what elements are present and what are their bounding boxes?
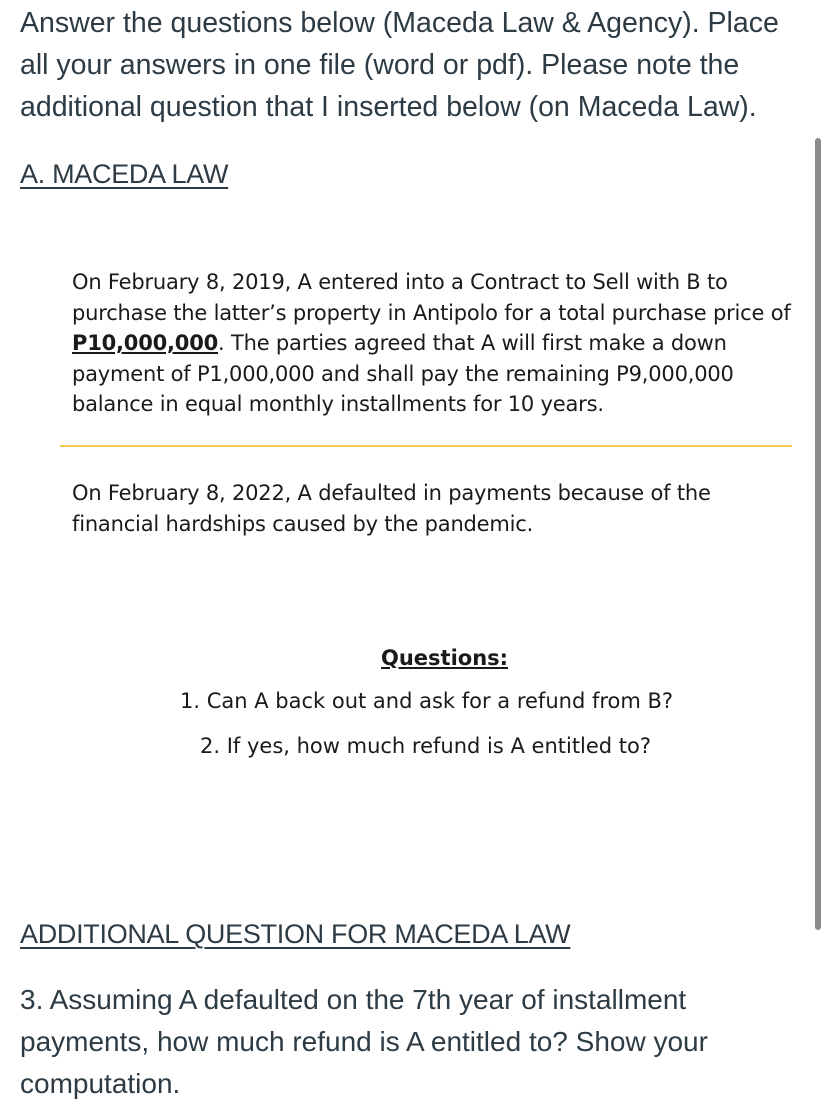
facts-text-before-price: On February 8, 2019, A entered into a Contract to Sell with B to purchase the latter’s property in Antipolo for a total purchase price of: [72, 270, 791, 325]
purchase-price: P10,000,000: [72, 331, 219, 355]
section-heading-additional-question: ADDITIONAL QUESTION FOR MACEDA LAW: [20, 919, 571, 949]
section-heading-maceda-law: A. MACEDA LAW: [20, 159, 229, 189]
additional-question-text: 3. Assuming A defaulted on the 7th year of installment payments, how much refund is A entitled to? Show your computation.: [20, 984, 708, 1099]
facts-text-after-price: . The parties agreed that A will first make a down payment of P1,000,000 and shall pay the remaining P9,000,000 balance in equal monthly installments for 10 years.: [72, 331, 734, 416]
case-facts-paragraph-2: On February 8, 2022, A defaulted in payments because of the financial hardships caused by the pandemic.: [72, 481, 711, 536]
question-item-2: 2. If yes, how much refund is A entitled to?: [200, 734, 652, 758]
questions-list: [180, 686, 673, 776]
questions-title: Questions:: [381, 646, 509, 670]
question-item-1: 1. Can A back out and ask for a refund from B?: [180, 689, 674, 713]
instructions-text: Answer the questions below (Maceda Law & Agency). Place all your answers in one file (word or pdf). Please note the additional question that I inserted below (on Maceda Law).: [20, 7, 779, 123]
vertical-scrollbar[interactable]: [815, 138, 821, 930]
case-facts-paragraph-1: [72, 267, 802, 420]
section-divider: [60, 445, 792, 447]
